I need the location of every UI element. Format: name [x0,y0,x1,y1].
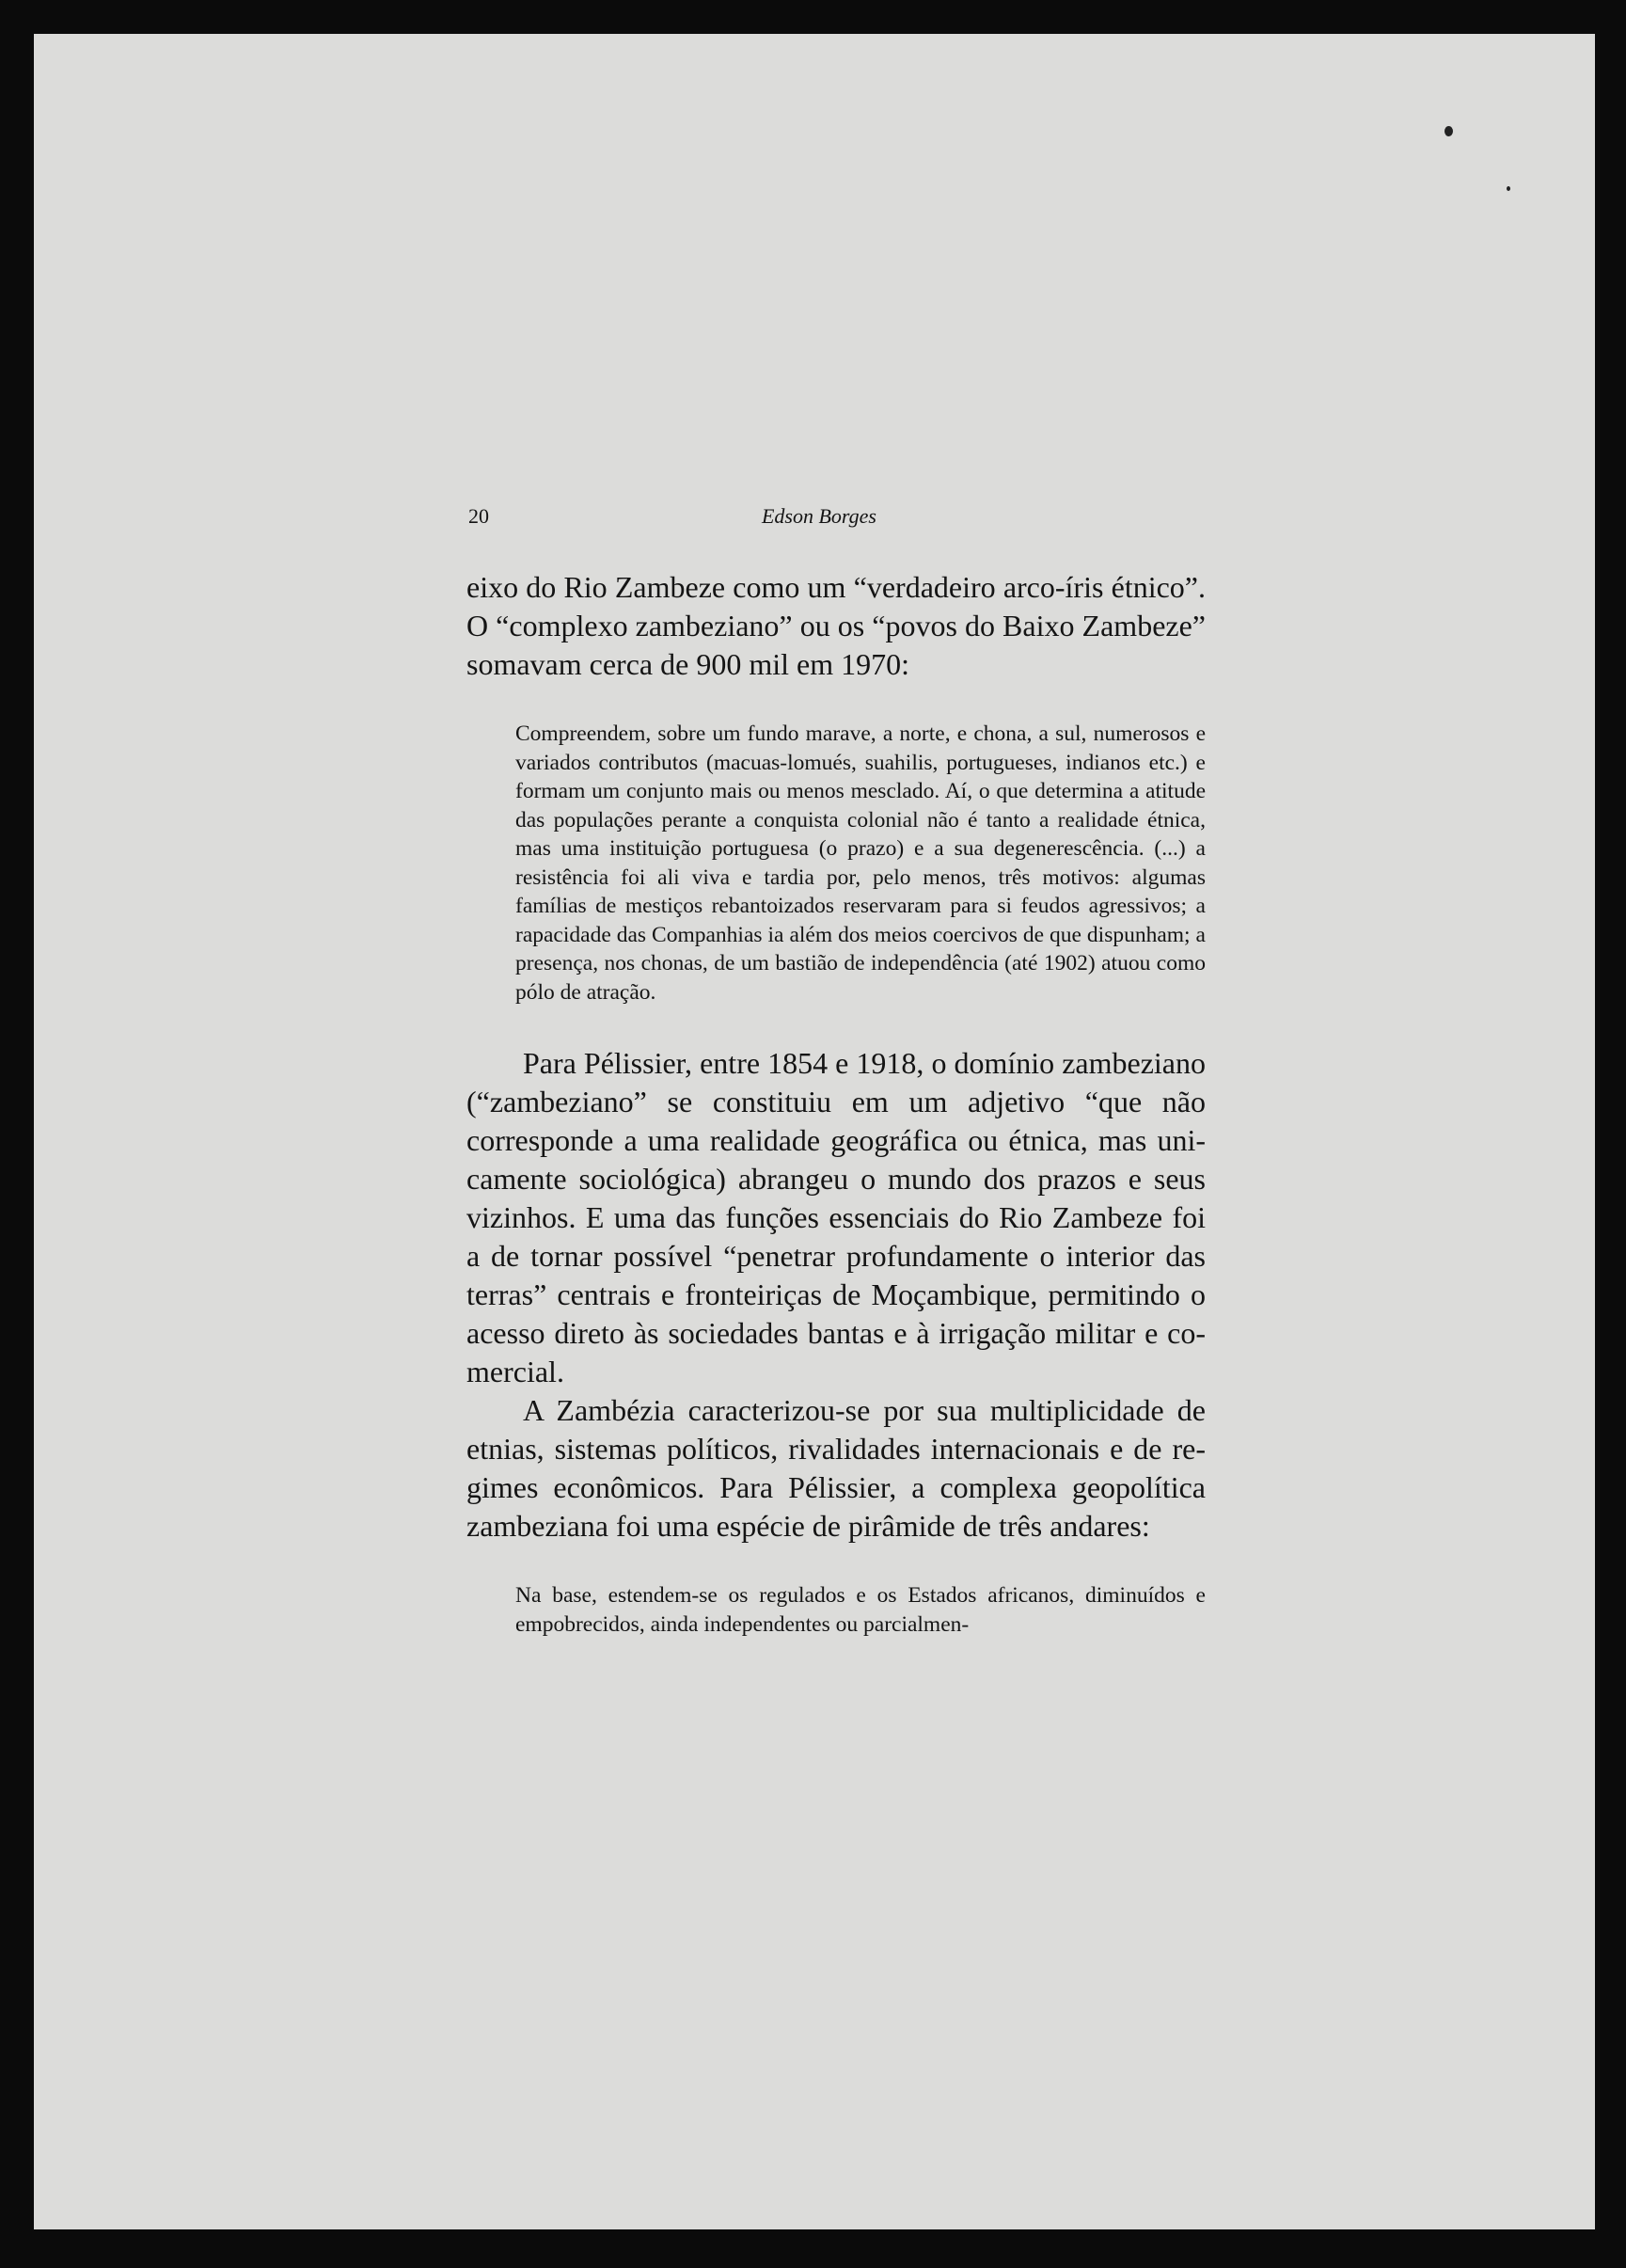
ink-speck [1444,126,1453,136]
paragraph-3: A Zambézia caracterizou-se por sua multiplicidade de etnias, sistemas políticos, rivalidades internacionais e de regimes econômicos. Para Pélissier, a complexa geopolítica zambeziana foi uma espécie de pirâmide de três andares: [466,1393,1206,1543]
paragraph-1: eixo do Rio Zambeze como um “verdadeiro arco-íris étnico”. O “complexo zambeziano” ou os “povos do Baixo Zambeze” somavam cerca de 900 mil em 1970: [466,570,1206,681]
ink-speck [1507,186,1510,191]
running-head: Edson Borges [761,504,876,528]
block-quote-1: Compreendem, sobre um fundo marave, a norte, e chona, a sul, numerosos e variados contributos (macuas-lomués, suahilis, portugueses, indianos etc.) e formam um conjunto mais ou menos mesclado. Aí, o que determina a atitude das populações perante a conquista colonial não é tanto a realidade étnica, mas uma instituição portuguesa (o prazo) e a sua degenerescência. (...) a resistência foi ali viva e tardia por, pelo menos, três motivos: algumas famílias de mestiços rebantoizados reservaram para si feudos agressivos; a rapacidade das Companhias ia além dos meios coercivos de que dispunham; a presença, nos chonas, de um bastião de independência (até 1902) atuou como pólo de atração. [515,722,1206,1005]
block-quote-2: Na base, estendem-se os regulados e os Estados africanos, diminuídos e empobrecidos, ainda independentes ou parcialmen- [515,1583,1206,1637]
scanned-page [34,34,1595,2229]
paragraph-2: Para Pélissier, entre 1854 e 1918, o domínio zambeziano (“zambeziano” se constituiu em um adjetivo “que não corresponde a uma realidade geográfica ou étnica, mas unicamente sociológica) abrangeu o mundo dos prazos e seus vizinhos. E uma das funções essenciais do Rio Zambeze foi a de tornar possível “penetrar profundamente o interior das terras” centrais e fronteiriças de Moçambique, permitindo o acesso direto às sociedades bantas e à irrigação militar e comercial. [466,1046,1206,1388]
book-page [433,504,1206,1639]
page-number: 20 [468,504,489,528]
page-header [433,504,1206,542]
